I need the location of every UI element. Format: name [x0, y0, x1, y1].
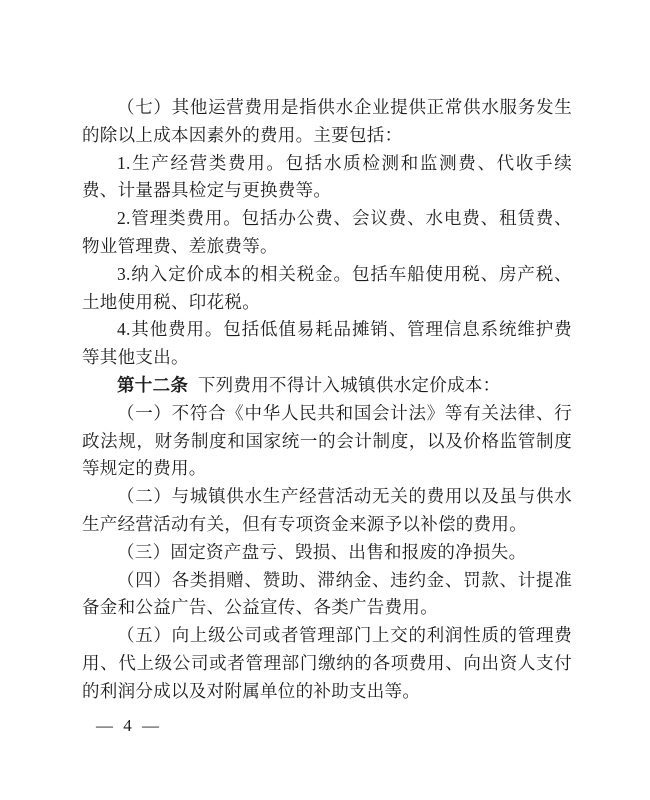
article-number: 第十二条	[117, 374, 189, 395]
paragraph: （七）其他运营费用是指供水企业提供正常供水服务发生的除以上成本因素外的费用。主要包括：	[82, 97, 572, 145]
paragraph: （五）向上级公司或者管理部门上交的利润性质的管理费用、代上级公司或者管理部门缴纳的各项费用、向出资人支付的利润分成以及对附属单位的补助支出等。	[82, 625, 572, 701]
paragraph: （四）各类捐赠、赞助、滞纳金、违约金、罚款、计提准备金和公益广告、公益宣传、各类广告费用。	[82, 569, 572, 618]
page-number: — 4 —	[96, 716, 162, 735]
article-heading-paragraph: 第十二条 下列费用不得计入城镇供水定价成本：	[117, 374, 501, 395]
paragraph: （三）固定资产盘亏、毁损、出售和报废的净损失。	[117, 541, 527, 562]
paragraph: 1.生产经营类费用。包括水质检测和监测费、代收手续费、计量器具检定与更换费等。	[82, 152, 572, 201]
paragraph: 2.管理类费用。包括办公费、会议费、水电费、租赁费、物业管理费、差旅费等。	[82, 208, 572, 256]
paragraph: 3.纳入定价成本的相关税金。包括车船使用税、房产税、土地使用税、印花税。	[82, 263, 572, 312]
paragraph: （二）与城镇供水生产经营活动无关的费用以及虽与供水生产经营活动有关，但有专项资金来源予以补偿的费用。	[82, 486, 572, 534]
document-body	[82, 94, 572, 706]
paragraph: （一）不符合《中华人民共和国会计法》等有关法律、行政法规，财务制度和国家统一的会计制度，以及价格监管制度等规定的费用。	[82, 402, 572, 479]
paragraph: 4.其他费用。包括低值易耗品摊销、管理信息系统维护费等其他支出。	[82, 319, 572, 368]
